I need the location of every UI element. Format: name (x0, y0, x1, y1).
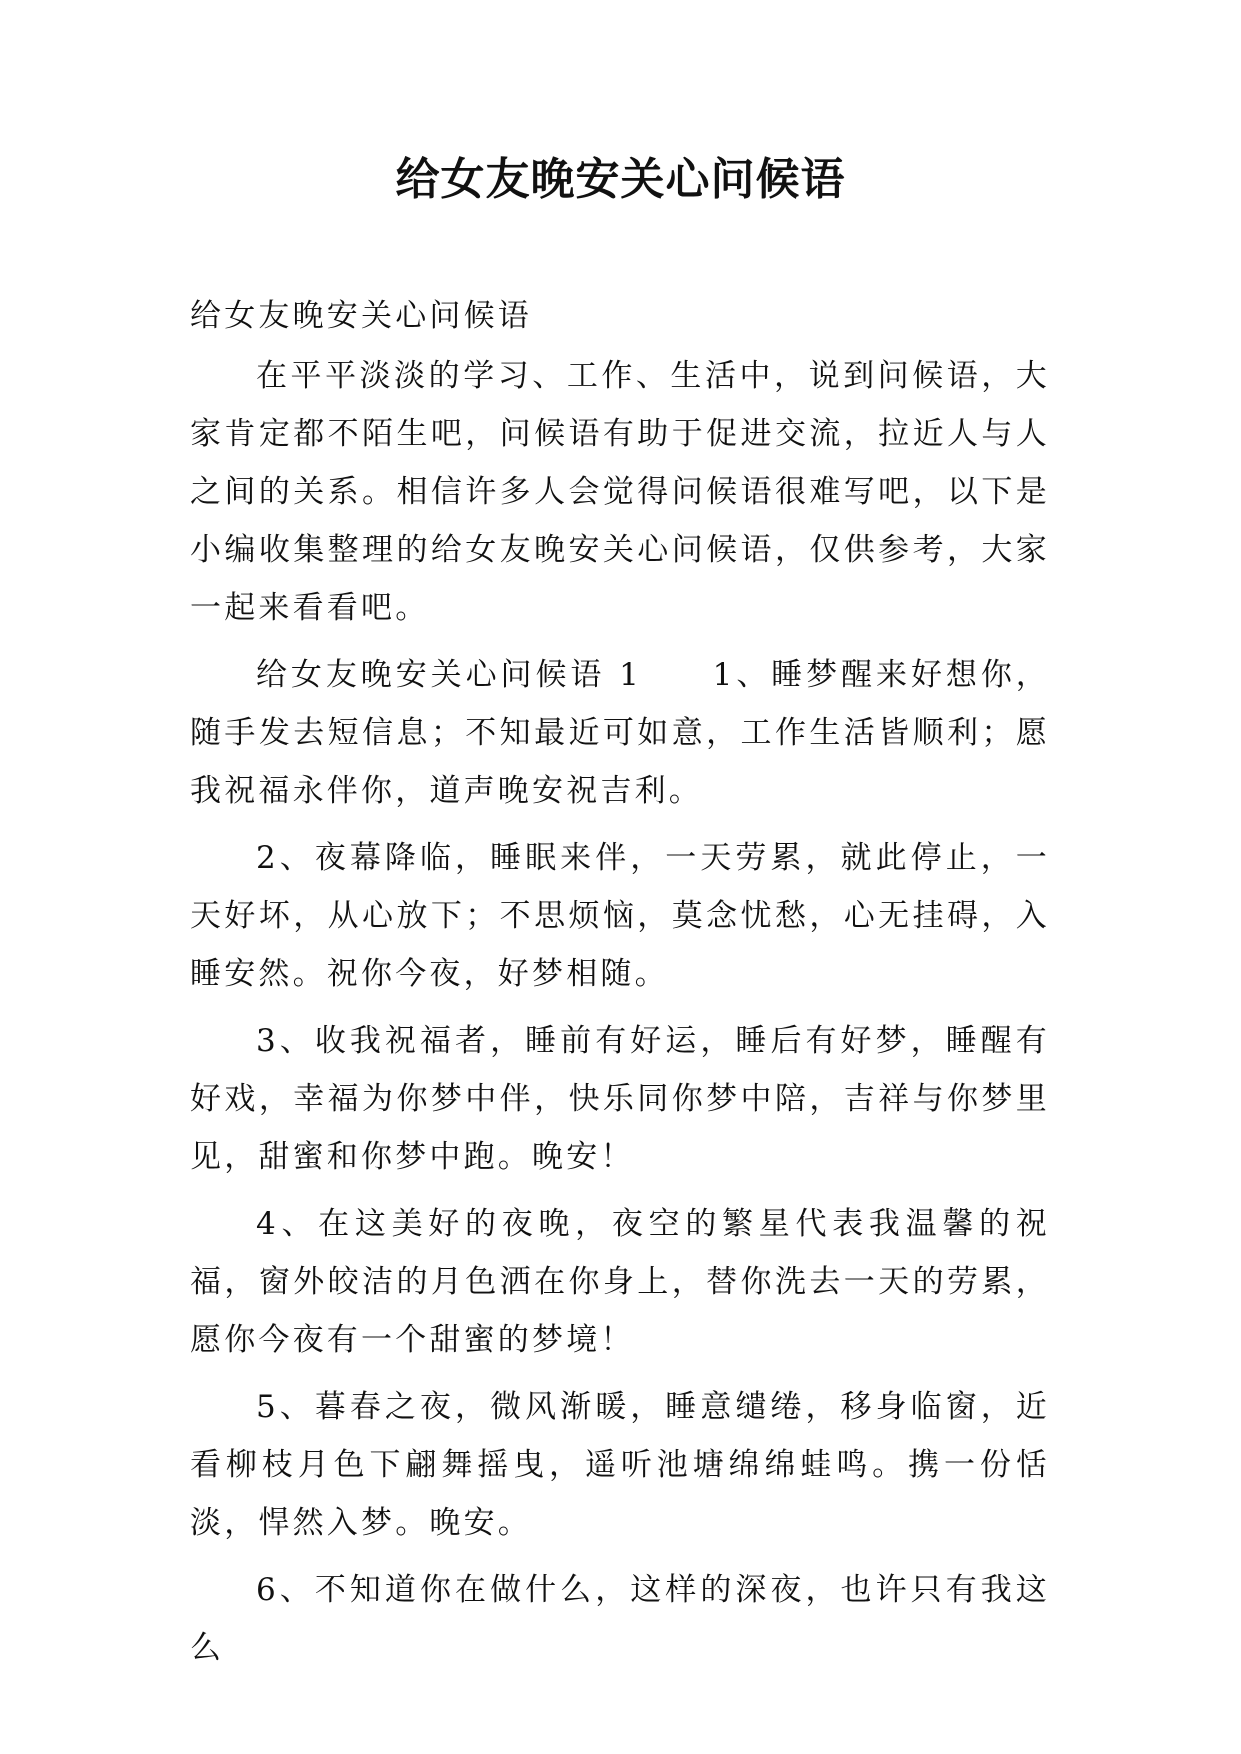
greeting-paragraph-2: 2、夜幕降临，睡眠来伴，一天劳累，就此停止，一天好坏，从心放下；不思烦恼，莫念忧愁，心无挂碍，入睡安然。祝你今夜，好梦相随。 (190, 840, 1050, 992)
greeting-paragraph-4: 4、在这美好的夜晚，夜空的繁星代表我温馨的祝福，窗外皎洁的月色洒在你身上，替你洗去一天的劳累，愿你今夜有一个甜蜜的梦境！ (190, 1206, 1050, 1358)
document-title: 给女友晚安关心问候语 (395, 154, 846, 205)
greeting-paragraph-6: 6、不知道你在做什么，这样的深夜，也许只有我这么 (190, 1572, 1050, 1666)
intro-paragraph: 在平平淡淡的学习、工作、生活中，说到问候语，大家肯定都不陌生吧，问候语有助于促进交流，拉近人与人之间的关系。相信许多人会觉得问候语很难写吧，以下是小编收集整理的给女友晚安关心问候语，仅供参考，大家一起来看看吧。 (190, 358, 1050, 626)
subheading: 给女友晚安关心问候语 (190, 298, 532, 334)
document-body (190, 287, 1050, 1686)
greeting-paragraph-3: 3、收我祝福者，睡前有好运，睡后有好梦，睡醒有好戏，幸福为你梦中伴，快乐同你梦中陪，吉祥与你梦里见，甜蜜和你梦中跑。晚安！ (190, 1023, 1050, 1175)
greeting-paragraph-5: 5、暮春之夜，微风渐暖，睡意缱绻，移身临窗，近看柳枝月色下翩舞摇曳，遥听池塘绵绵蛙鸣。携一份恬淡，悍然入梦。晚安。 (190, 1389, 1050, 1541)
greeting-paragraph-1: 给女友晚安关心问候语 1 1、睡梦醒来好想你，随手发去短信息；不知最近可如意，工作生活皆顺利；愿我祝福永伴你，道声晚安祝吉利。 (190, 657, 1050, 809)
